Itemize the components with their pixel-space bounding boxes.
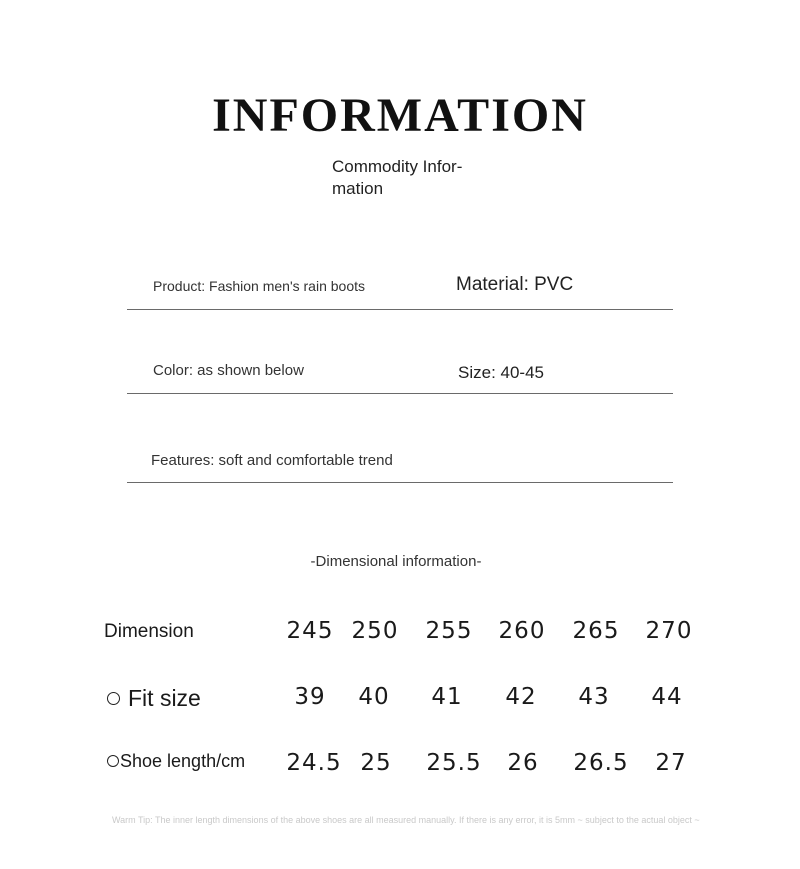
product-info: Product: Fashion men's rain boots [153, 278, 366, 294]
dimension-value: 250 [351, 618, 399, 644]
fit-size-value: 42 [505, 684, 537, 710]
shoe-length-value: 27 [655, 750, 687, 776]
dimension-value: 255 [425, 618, 473, 644]
fit-size-value: 39 [294, 684, 326, 710]
shoe-length-value: 26.5 [573, 750, 629, 776]
dimension-value: 245 [286, 618, 334, 644]
dimension-value: 270 [645, 618, 693, 644]
divider [127, 482, 673, 483]
shoe-length-value: 25 [360, 750, 392, 776]
row-label-shoe-length [107, 751, 245, 772]
subtitle-line: Commodity Infor- [332, 157, 463, 176]
row-label-dimension: Dimension [104, 621, 194, 642]
row-label-fit-size [107, 685, 201, 712]
fit-size-label: Fit size [128, 685, 201, 711]
dimension-value: 260 [498, 618, 546, 644]
dimension-value: 265 [572, 618, 620, 644]
shoe-length-value: 26 [507, 750, 539, 776]
page-subtitle [332, 156, 482, 200]
dimensional-heading: -Dimensional information- [310, 553, 482, 570]
size-info: Size: 40-45 [458, 363, 544, 382]
warm-tip: Warm Tip: The inner length dimensions of the above shoes are all measured manually. If there is any error, it is 5mm ~ subject to the actual object ~ [112, 815, 700, 825]
circle-icon [107, 755, 119, 767]
features-info: Features: soft and comfortable trend [151, 452, 393, 469]
subtitle-line: mation [332, 179, 384, 198]
page-title: INFORMATION [212, 89, 588, 142]
fit-size-value: 43 [578, 684, 610, 710]
shoe-length-value: 24.5 [286, 750, 342, 776]
fit-size-value: 41 [431, 684, 463, 710]
color-info: Color: as shown below [153, 362, 304, 379]
divider [127, 393, 673, 394]
fit-size-value: 44 [651, 684, 683, 710]
divider [127, 309, 673, 310]
material-info: Material: PVC [456, 274, 574, 295]
fit-size-value: 40 [358, 684, 390, 710]
shoe-length-label: Shoe length/cm [120, 751, 246, 771]
circle-icon [107, 692, 120, 705]
shoe-length-value: 25.5 [426, 750, 482, 776]
